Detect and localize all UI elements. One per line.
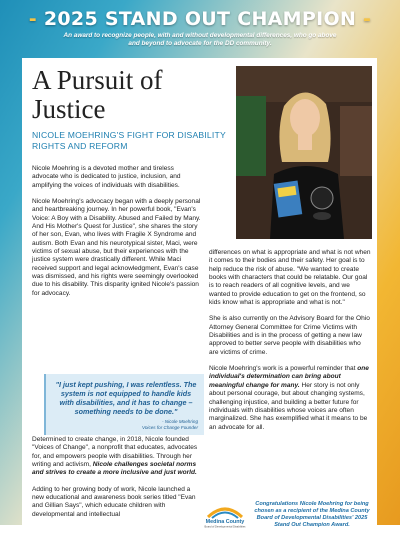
medina-county-logo [202, 503, 248, 529]
quote-text: "I just kept pushing, I was relentless. The system is not equipped to handle kids with disabilities, and it has to change – something needs to be done." [55, 380, 197, 416]
founding-emphasis: Nicole challenges societal norms and strives to create a more inclusive and just world. [32, 461, 197, 477]
paragraph-intro: Nicole Moehring is a devoted mother and tireless advocate who is dedicated to justice, inclusion, and amplifying the voices of individuals with disabilities. [32, 165, 181, 189]
quote-attribution [54, 419, 198, 430]
paragraph-founding [32, 436, 201, 478]
logo-text: Medina County [205, 519, 245, 525]
title-dash-right: - [363, 8, 372, 30]
right-column [209, 249, 371, 440]
paragraph-background: Nicole Moehring's advocacy began with a deeply personal and heartbreaking journey. In her powerful book, "Evan's Voice: A Boy with a Disability. Abused and Failed by Many. And His Mother's Quest for Justice", she shares the story of her son, Evan, who lives with Fragile X Syndrome and autism. Both Evan and his neurotypical sister, Maci, were victims of sexual abuse, but their experiences with the justice system were drastically different. While Maci received support and legal acknowledgment, Evan's case was dismissed, and his rights were seemingly overlooked due to his disability. This disparity ignited Nicole's passion for advocacy. [32, 198, 201, 297]
article-headline: A Pursuit of Justice [32, 65, 163, 124]
title-text: 2025 STAND OUT CHAMPION [43, 8, 357, 30]
paragraph-reminder [209, 365, 371, 432]
logo-mark [202, 503, 248, 529]
paragraph-differences: differences on what is appropriate and what is not when it comes to their bodies and their safety. Her goal is to help reduce the risk of abuse. "We wanted to create books with characters that could be relatable. Our goal is to reach readers of all cognitive levels, and we wanted to provide education to get on the frontend, so kids know what is appropriate and what is not." [209, 249, 371, 307]
paragraph-book-series: Adding to her growing body of work, Nicole launched a new educational and awareness book series titled "Evan and Gillian Says", which educate children with developmental and intellectual [32, 485, 196, 518]
portrait-photo [236, 66, 372, 239]
award-banner [0, 0, 400, 58]
logo-subtext: Board of Developmental Disabilities [204, 525, 246, 529]
paragraph-advisory: She is also currently on the Advisory Board for the Ohio Attorney General Committee for Crime Victims with Disabilities and is in the process of getting a new law approved to better serve people with disabilities who are victims of crime. [209, 315, 370, 356]
reminder-emphasis: one individual's determination can bring about meaningful change for many. [209, 365, 369, 389]
left-column-lower [32, 436, 201, 527]
left-column [32, 165, 201, 306]
congratulations-note: Congratulations Nicole Moehring for being chosen as a recipient of the Medina County Board of Developmental Disabilities' 2025 Stand Out Champion Award. [254, 501, 370, 528]
portrait-illustration [236, 66, 372, 239]
banner-tagline: An award to recognize people, with and without developmental differences, who go above and beyond to advocate for the DD community. [63, 32, 337, 47]
reminder-text-c: Her story is not only about personal courage, but about changing systems, challenging injustice, and building a better future for individuals with disabilities whose voices are often marginalized. She has exemplified what it means to be an advocate for all. [209, 381, 368, 431]
reminder-text-a: Nicole Moehring's work is a powerful reminder that [209, 365, 358, 373]
founding-text: Determined to create change, in 2018, Nicole founded "Voices of Change", a nonprofit that educates, advocates for, and empowers people with disabilities. Through her writing and activism, [32, 436, 198, 469]
article-sheet [22, 58, 377, 529]
quote-org: Voices for Change Founder [141, 424, 198, 430]
article-subhead: NICOLE MOEHRING'S FIGHT FOR DISABILITY RIGHTS AND REFORM [32, 130, 226, 151]
pull-quote [44, 374, 204, 435]
banner-title [0, 0, 400, 30]
title-dash-left: - [28, 8, 37, 30]
quote-author: - Nicole Moehring [162, 419, 198, 424]
